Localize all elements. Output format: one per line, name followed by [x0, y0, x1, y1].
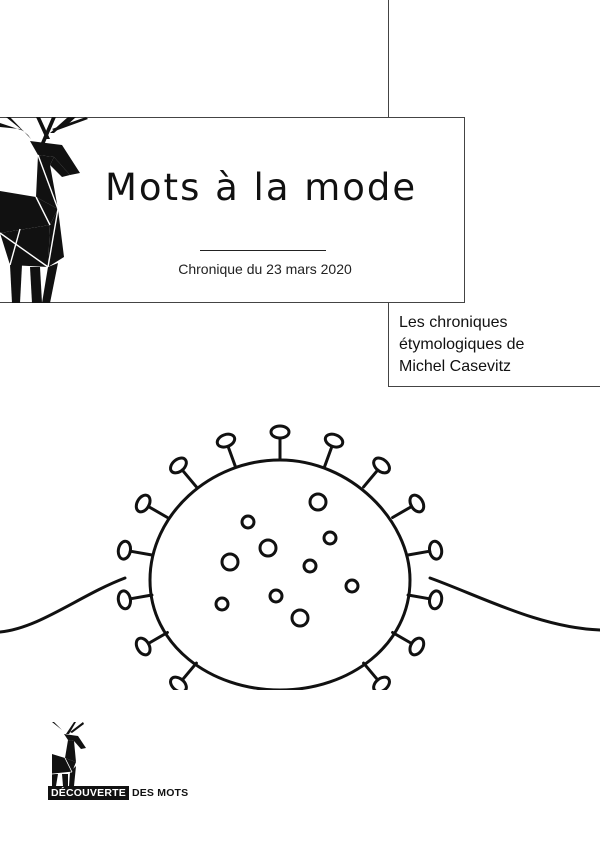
chroniques-line-2: étymologiques de — [399, 336, 525, 353]
virus-inner-dot — [216, 598, 228, 610]
chroniques-line-3: Michel Casevitz — [399, 358, 512, 375]
chroniques-line-1: Les chroniques — [399, 314, 508, 331]
virus-spike-cap — [428, 540, 443, 560]
virus-inner-dot — [310, 494, 326, 510]
virus-spike — [393, 633, 412, 644]
virus-spike — [393, 507, 412, 518]
virus-spike-cap — [133, 493, 152, 515]
virus-spike-cap — [407, 493, 426, 515]
virus-spike-cap — [428, 590, 443, 610]
virus-inner-dot — [304, 560, 316, 572]
chronicle-date: Chronique du 23 mars 2020 — [178, 261, 352, 277]
logo-decouverte: DÉCOUVERTE — [48, 786, 129, 800]
virus-spike-cap — [324, 432, 345, 449]
chroniques-text — [399, 312, 594, 378]
virus-spike — [364, 470, 378, 487]
virus-spike-cap — [117, 540, 132, 560]
virus-inner-dot — [270, 590, 282, 602]
virus-spike — [364, 663, 378, 680]
virus-spike — [408, 595, 430, 599]
virus-inner-dot — [222, 554, 238, 570]
logo-des-mots: DES MOTS — [131, 787, 189, 799]
virus-spike — [408, 551, 430, 555]
virus-spike — [130, 551, 152, 555]
publisher-logo — [48, 786, 188, 800]
virus-spike-cap — [271, 426, 289, 438]
title-rule — [200, 250, 326, 251]
virus-spike — [148, 633, 167, 644]
virus-spike — [182, 470, 196, 487]
deer-icon — [0, 117, 95, 303]
virus-spike — [228, 446, 236, 467]
virus-spike — [148, 507, 167, 518]
virus-spike-cap — [407, 636, 426, 658]
virus-spike-cap — [133, 636, 152, 658]
virus-spike — [324, 446, 332, 467]
virus-inner-dot — [292, 610, 308, 626]
virus-inner-dot — [242, 516, 254, 528]
virus-inner-dot — [260, 540, 276, 556]
cover-title: Mots à la mode — [105, 166, 418, 209]
virus-inner-dot — [346, 580, 358, 592]
virus-inner-dot — [324, 532, 336, 544]
virus-spike — [130, 595, 152, 599]
coronavirus-icon — [0, 390, 600, 690]
virus-spike-cap — [215, 432, 236, 449]
virus-spike — [182, 663, 196, 680]
virus-spike-cap — [117, 590, 132, 610]
logo-deer-icon — [48, 722, 90, 786]
